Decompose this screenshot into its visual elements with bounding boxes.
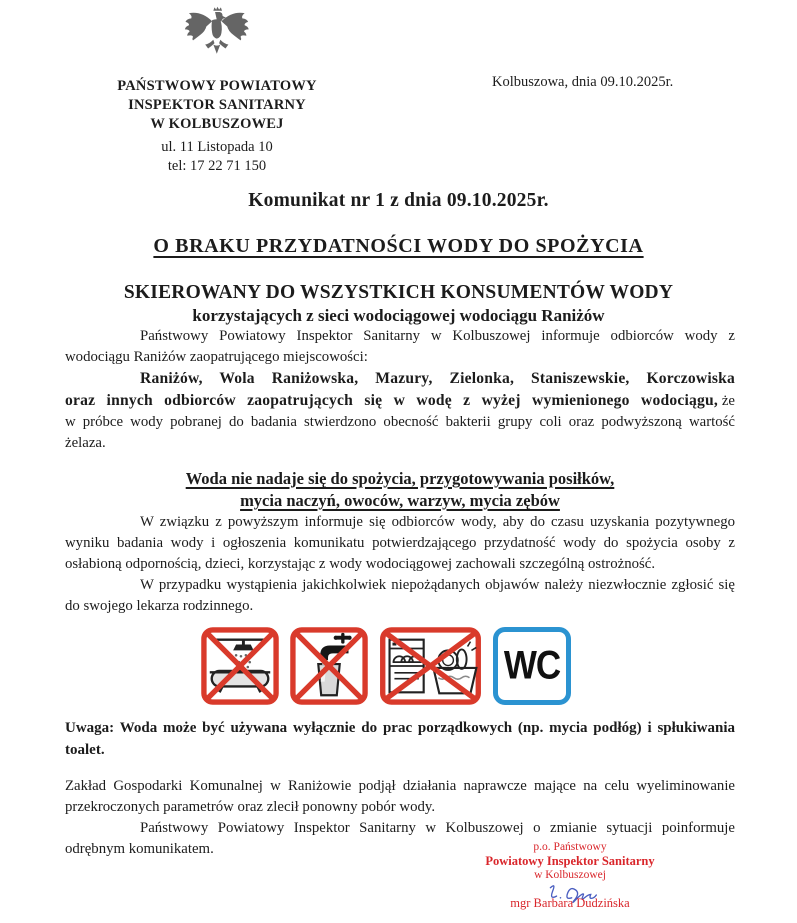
- signature-title-line: Powiatowy Inspektor Sanitarny: [485, 854, 655, 868]
- announcement-subject: O BRAKU PRZYDATNOŚCI WODY DO SPOŻYCIA: [153, 235, 644, 257]
- localities-finding: że w próbce wody pobranej do badania stwierdzono obecność bakterii grupy coli oraz podwyższoną wartość żelaza.: [65, 393, 735, 451]
- water-unfit-warning: [65, 468, 735, 512]
- polish-eagle-emblem-icon: [52, 5, 382, 65]
- localities-paragraph: [65, 368, 735, 454]
- issuer-phone: tel: 17 22 71 150: [167, 158, 267, 174]
- wc-label: WC: [503, 643, 561, 688]
- doctor-paragraph: W przypadku wystąpienia jakichkolwiek niepożądanych objawów należy niezwłocznie zgłosić się do swojego lekarza rodzinnego.: [65, 577, 735, 614]
- issuer-name-line: INSPEKTOR SANITARNY: [128, 97, 306, 113]
- localities-list: Raniżów, Wola Raniżowska, Mazury, Zielonka, Staniszewskie, Korczowiska oraz innych odbiorców zaopatrujących się w wodę z wyżej wymienionego wodociągu,: [65, 370, 735, 409]
- issuer-address: ul. 11 Listopada 10: [161, 139, 273, 155]
- document-header: [0, 0, 797, 176]
- usage-note: Uwaga: Woda może być używana wyłącznie do prac porządkowych (np. mycia podłóg) i spłukiwania toalet.: [65, 720, 735, 758]
- document-body: [0, 326, 797, 860]
- issuer-name-line: W KOLBUSZOWEJ: [150, 116, 284, 132]
- usage-restriction-icons: [51, 625, 721, 707]
- warning-line: mycia naczyń, owoców, warzyw, mycia zębów: [240, 491, 560, 510]
- remedial-actions-paragraph: Zakład Gospodarki Komunalnej w Raniżowie podjął działania naprawcze mające na celu wyeliminowanie przekroczonych parametrów oraz zlecił ponowny pobór wody.: [65, 778, 735, 815]
- signature-title-line: p.o. Państwowy: [533, 841, 607, 853]
- wc-allowed-icon: [493, 627, 571, 705]
- no-dishwashing-icon: [379, 627, 482, 705]
- warning-line: Woda nie nadaje się do spożycia, przygotowywania posiłków,: [185, 469, 615, 488]
- signature-title-line: w Kolbuszowej: [534, 869, 606, 881]
- no-drinking-icon: [290, 627, 368, 705]
- addressee-line: SKIEROWANY DO WSZYSTKICH KONSUMENTÓW WODY: [123, 282, 674, 303]
- intro-paragraph: Państwowy Powiatowy Inspektor Sanitarny w Kolbuszowej informuje odbiorców wody z wodociągu Raniżów zaopatrującego miejscowości:: [65, 328, 735, 365]
- signer-name: mgr Barbara Dudzińska: [510, 896, 630, 910]
- announcement-title: Komunikat nr 1 z dnia 09.10.2025r.: [248, 190, 549, 211]
- addressee-subline: korzystających z sieci wodociągowej wodociągu Raniżów: [192, 306, 605, 325]
- issuer-name-line: PAŃSTWOWY POWIATOWY: [117, 78, 317, 94]
- update-paragraph: Państwowy Powiatowy Inspektor Sanitarny w Kolbuszowej o zmianie sytuacji poinformuje odrębnym komunikatem.: [65, 820, 735, 857]
- signature-stamp: [438, 840, 702, 910]
- place-and-date: Kolbuszowa, dnia 09.10.2025r.: [492, 74, 674, 90]
- caution-paragraph: W związku z powyższym informuje się odbiorców wody, aby do czasu uzyskania pozytywnego wyniku badania wody i ogłoszenia komunikatu potwierdzającego przydatność wody do spożycia osoby z osłabioną odpornością, dzieci, korzystając z wody wodociągowej zachowali szczególną ostrożność.: [65, 514, 735, 572]
- no-bathing-icon: [201, 627, 279, 705]
- issuer-block: [52, 5, 382, 176]
